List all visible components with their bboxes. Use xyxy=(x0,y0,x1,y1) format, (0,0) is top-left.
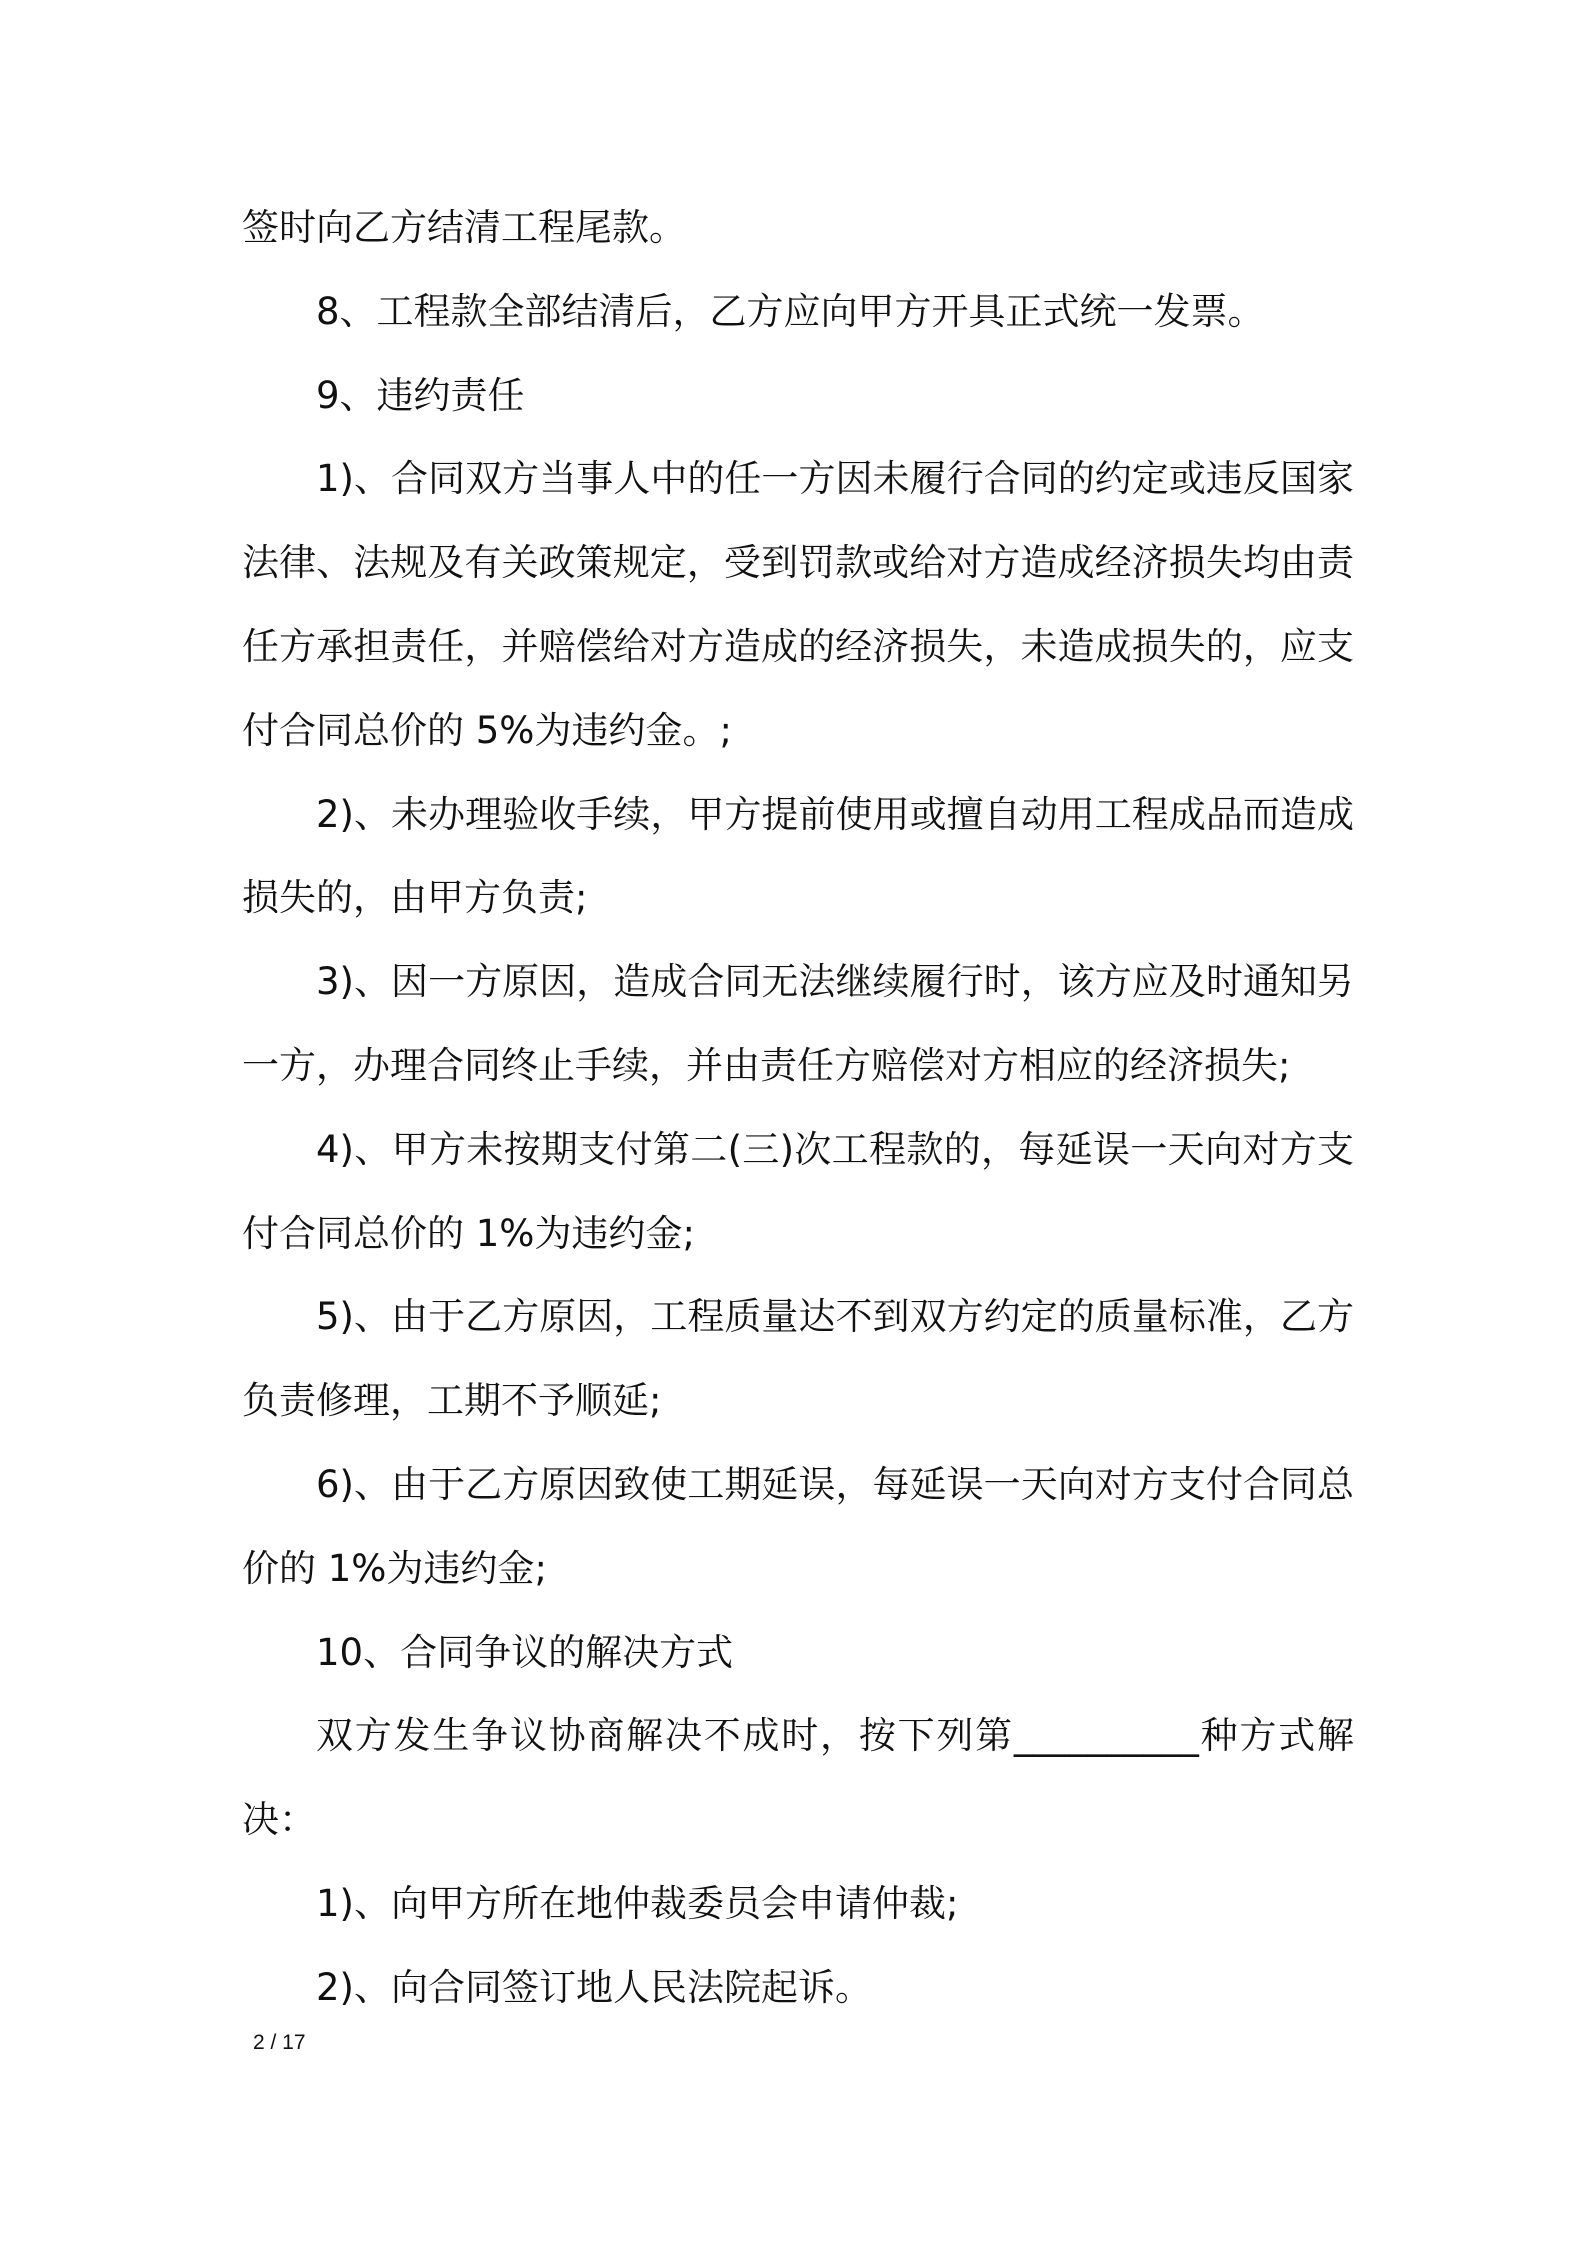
paragraph-line: 一方，办理合同终止手续，并由责任方赔偿对方相应的经济损失; xyxy=(242,1043,1291,1087)
page-number: 2 / 17 xyxy=(253,2031,306,2054)
paragraph-line: 负责修理，工期不予顺延; xyxy=(242,1379,662,1423)
clause-9-item-3 xyxy=(242,940,1354,1108)
clause-8-paragraph xyxy=(242,270,1354,354)
clause-9-item-6 xyxy=(242,1443,1354,1611)
paragraph-continuation xyxy=(242,186,1354,270)
paragraph-line: 1)、向甲方所在地仲裁委员会申请仲裁; xyxy=(316,1881,959,1925)
paragraph-line: 1)、合同双方当事人中的任一方因未履行合同的约定或违反国家 xyxy=(316,457,1354,501)
paragraph-line: 签时向乙方结清工程尾款。 xyxy=(242,206,686,249)
clause-10-heading xyxy=(242,1611,1354,1695)
section-heading: 10、合同争议的解决方式 xyxy=(316,1630,734,1674)
clause-10-paragraph xyxy=(242,1694,1354,1862)
paragraph-line: 任方承担责任，并赔偿给对方造成的经济损失，未造成损失的，应支 xyxy=(242,624,1354,668)
paragraph-line: 付合同总价的 5%为违约金。; xyxy=(242,708,732,752)
paragraph-line: 4)、甲方未按期支付第二(三)次工程款的，每延误一天向对方支 xyxy=(316,1127,1354,1171)
document-body xyxy=(242,186,1354,2030)
clause-9-item-4 xyxy=(242,1108,1354,1276)
clause-10-option-2 xyxy=(242,1946,1354,2030)
paragraph-line: 6)、由于乙方原因致使工期延误，每延误一天向对方支付合同总 xyxy=(316,1462,1354,1506)
paragraph-line: 5)、由于乙方原因，工程质量达不到双方约定的质量标准，乙方 xyxy=(316,1295,1354,1339)
paragraph-line: 2)、向合同签订地人民法院起诉。 xyxy=(316,1965,872,2009)
paragraph-line: 法律、法规及有关政策规定，受到罚款或给对方造成经济损失均由责 xyxy=(242,541,1354,585)
paragraph-line: 付合同总价的 1%为违约金; xyxy=(242,1211,695,1255)
clause-9-item-5 xyxy=(242,1275,1354,1443)
paragraph-line: 损失的，由甲方负责; xyxy=(242,876,588,920)
paragraph-line: 3)、因一方原因，造成合同无法继续履行时，该方应及时通知另 xyxy=(316,960,1354,1004)
paragraph-line: 8、工程款全部结清后，乙方应向甲方开具正式统一发票。 xyxy=(316,289,1265,333)
paragraph-line: 2)、未办理验收手续，甲方提前使用或擅自动用工程成品而造成 xyxy=(316,792,1354,836)
clause-10-option-1 xyxy=(242,1862,1354,1946)
clause-9-heading xyxy=(242,354,1354,438)
paragraph-line: 双方发生争议协商解决不成时，按下列第__________种方式解 xyxy=(316,1714,1354,1758)
paragraph-line: 决： xyxy=(242,1798,316,1842)
clause-9-item-1 xyxy=(242,437,1354,772)
section-heading: 9、违约责任 xyxy=(316,373,525,417)
clause-9-item-2 xyxy=(242,773,1354,941)
paragraph-line: 价的 1%为违约金; xyxy=(242,1546,547,1590)
